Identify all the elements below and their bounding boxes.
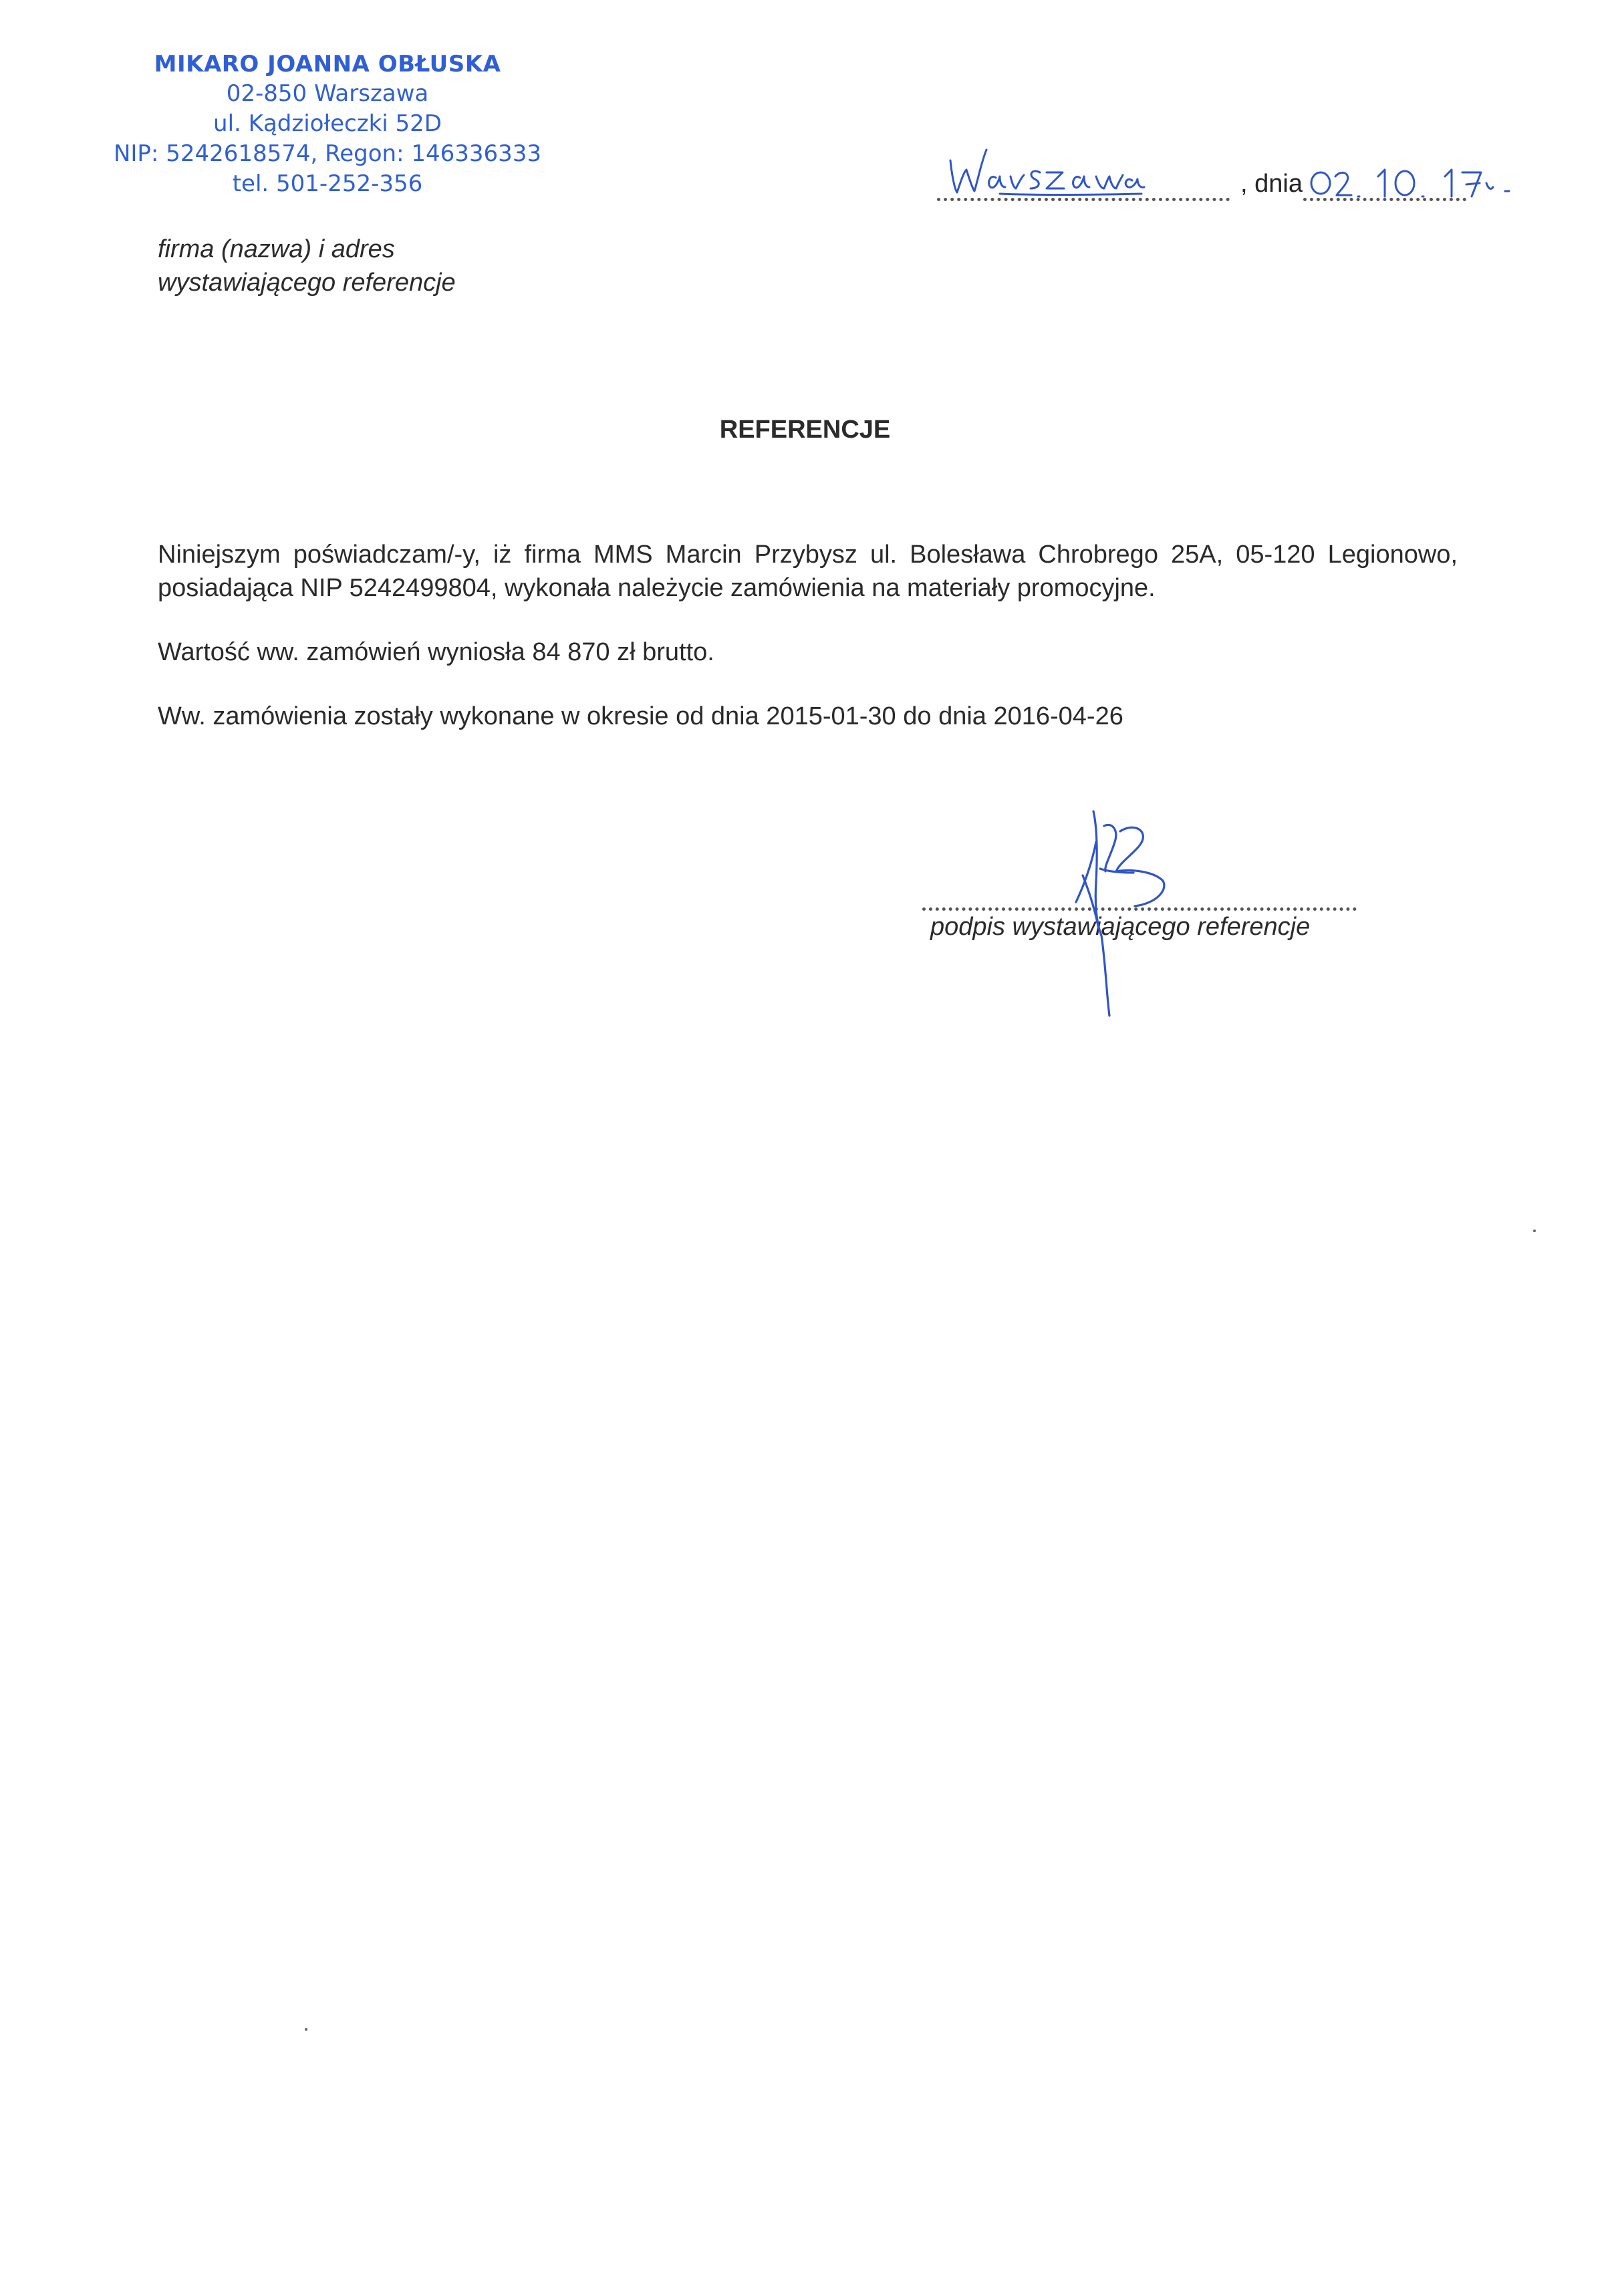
issuer-caption-line2: wystawiającego referencje [158, 269, 456, 297]
company-phone: tel. 501-252-356 [232, 170, 423, 197]
issuer-caption [158, 233, 456, 299]
body-paragraph-1: Niniejszym poświadczam/-y, iż firma MMS Marcin Przybysz ul. Bolesława Chrobrego 25A, 05-120 Legionowo, posiadająca NIP 5242499804, wykonała należycie zamówienia na materiały promocyjne. [158, 541, 1458, 602]
document-title: REFERENCJE [719, 416, 891, 444]
signature-caption: podpis wystawiającego referencje [930, 913, 1311, 941]
scan-speck [305, 2028, 307, 2031]
scan-speck [1533, 1230, 1536, 1232]
issuer-caption-line1: firma (nazwa) i adres [158, 235, 395, 263]
company-tax-ids: NIP: 5242618574, Regon: 146336333 [113, 140, 542, 167]
date-label: , dnia [1240, 170, 1303, 198]
place-date [937, 140, 1525, 221]
company-address-line2: ul. Kądziołeczki 52D [213, 110, 442, 137]
handwritten-signature [1056, 802, 1190, 1029]
body-paragraph-2: Wartość ww. zamówień wyniosła 84 870 zł brutto. [158, 638, 714, 666]
handwritten-place [946, 140, 1147, 198]
company-name: MIKARO JOANNA OBŁUSKA [154, 51, 501, 78]
company-address-line1: 02-850 Warszawa [226, 80, 429, 107]
company-stamp [100, 49, 555, 199]
body-paragraph-3: Ww. zamówienia zostały wykonane w okresie od dnia 2015-01-30 do dnia 2016-04-26 [158, 702, 1123, 730]
handwritten-date [1306, 146, 1526, 203]
